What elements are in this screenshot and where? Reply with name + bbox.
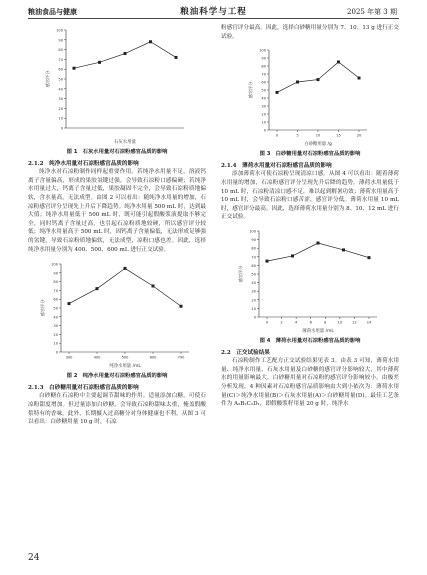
y-tick-label: 70 (58, 57, 63, 62)
y-tick-label: 10 (261, 120, 266, 125)
section-2-2-heading: 2.2 正交试验结果 (221, 349, 270, 356)
x-tick-label: 0 (275, 133, 279, 138)
data-point (317, 78, 320, 81)
x-tick-label: 300 (65, 355, 73, 360)
x-tick-label: 15 (336, 133, 341, 138)
x-tick-label: 8 (324, 320, 327, 325)
x-axis-label: 石灰水用量 (114, 140, 136, 145)
section-2-1-2-heading: 2.1.2 纯净水用量对石凉粉感官品质的影响 (28, 160, 139, 167)
data-point (180, 305, 183, 308)
data-point (152, 285, 155, 288)
journal-name-center: 粮油科学与工程 (180, 7, 247, 17)
data-point (266, 260, 269, 263)
data-point (68, 302, 71, 305)
y-tick-label: 20 (58, 106, 63, 111)
figure-1-caption: 图 1 石灰水用量对石凉粉感官品质的影响 (66, 149, 168, 155)
y-tick-label: 50 (58, 77, 63, 82)
y-tick-label: 30 (53, 324, 58, 329)
series-line (277, 62, 359, 92)
x-tick-label: 0 (265, 320, 269, 325)
x-tick-label: 4 (294, 320, 298, 325)
journal-name-left: 粮油食品与健康 (28, 8, 77, 16)
figure-1-chart (42, 24, 192, 146)
figure-4-chart (235, 225, 385, 335)
figure-3-chart (245, 44, 375, 148)
data-point (175, 56, 178, 59)
y-tick-label: 80 (251, 246, 256, 251)
series-line (69, 269, 181, 307)
y-tick-label: 100 (259, 48, 266, 53)
series-line (267, 243, 369, 261)
y-tick-label: 80 (53, 280, 58, 285)
figure-3-caption: 图 3 白砂糖用量对石凉粉感官品质的影响 (259, 151, 361, 158)
figure-2-chart (37, 258, 197, 370)
header-rule (28, 18, 399, 19)
y-tick-label: 60 (58, 67, 63, 72)
x-tick-label: 2 (280, 320, 283, 325)
y-tick-label: 20 (261, 112, 266, 117)
data-point (368, 256, 371, 259)
x-tick-label: 600 (149, 355, 157, 360)
paragraph-mint: 添加薄荷水可使石凉粉呈现清凉口感。从图 4 可以看出：随着薄荷水用量的增加，石凉粉感官评分呈现先升后降的趋势。薄荷水用量低于 10 mL 时，石凉粉清凉口感不足，难以起到解暑功效；薄荷水用量高于 10 mL 时，会导致石凉粉口感苦涩，感官评分低。薄荷水用量 10 mL 时，感官评分最高。因此，选择薄荷水用量分别为 8、10、12 mL 进行正交试验。 (221, 171, 399, 221)
y-tick-label: 90 (251, 238, 256, 243)
data-point (124, 52, 127, 55)
data-point (276, 91, 279, 94)
y-tick-label: 30 (251, 289, 256, 294)
data-point (358, 77, 361, 80)
y-tick-label: 40 (58, 87, 63, 92)
y-tick-label: 50 (53, 306, 58, 311)
y-tick-label: 10 (53, 341, 58, 346)
issue-label: 2025 年第 3 期 (347, 8, 397, 16)
x-tick-label: 10 (315, 133, 321, 138)
section-2-1-3-heading: 2.1.3 白砂糖用量对石凉粉感官品质的影响 (28, 384, 139, 391)
paragraph-sugar: 白砂糖在石凉粉中主要起调节甜味的作用。适量添加白糖，可使石凉粉甜度增加。但过量添加白砂糖，会导致石凉粉甜味太重，掩盖假酸浆特有的香味。此外，长期摄入过高糖分对身体健康也不利。从图 3 可以看出：白砂糖用量 10 g 时，石凉 (28, 393, 206, 426)
y-tick-label: 90 (261, 56, 266, 61)
y-axis-label: 感官评分 (248, 81, 253, 99)
paragraph-sugar-cont: 粉感官评分最高。因此，选择白砂糖用量分别为 7、10、13 g 进行正交试验。 (221, 25, 399, 40)
x-tick-label: 6 (309, 320, 312, 325)
y-tick-label: 50 (251, 272, 256, 277)
y-tick-label: 10 (251, 306, 256, 311)
right-column (221, 24, 399, 409)
y-tick-label: 0 (60, 126, 63, 131)
data-point (73, 67, 76, 70)
y-tick-label: 90 (53, 271, 58, 276)
data-point (296, 81, 299, 84)
y-tick-label: 0 (55, 350, 58, 355)
x-tick-label: 700 (177, 355, 185, 360)
y-tick-label: 70 (53, 289, 58, 294)
y-tick-label: 40 (53, 315, 58, 320)
x-tick-label: 14 (366, 320, 372, 325)
x-tick-label: 400 (93, 355, 101, 360)
y-tick-label: 60 (53, 297, 58, 302)
y-tick-label: 90 (58, 38, 63, 43)
y-tick-label: 100 (51, 262, 58, 267)
page-number: 24 (28, 553, 40, 563)
figure-2-caption: 图 2 纯净水用量对石凉粉感官品质的影响 (66, 373, 168, 380)
data-point (291, 254, 294, 257)
y-tick-label: 70 (251, 255, 256, 260)
data-point (317, 241, 320, 244)
y-tick-label: 40 (251, 281, 256, 286)
paragraph-orthogonal: 石凉粉制作工艺配方正交试验结果见表 3。由表 3 可知，薄荷水用量、纯净水用量、石灰水用量及白砂糖的感官评分影响较大，其中薄荷水的用量影响最大，白砂糖用量对石凉粉的感官评分影响较小。由极差分析发现，4 种因素对石凉粉感官品质影响由大到小依次为：薄荷水用量(C)＞纯净水用量(B)＞石灰水用量(A)＞白砂糖用量(D)。最佳工艺条件为 A₂B₂C₂D₁，即假酸浆籽用量 20 g 时，纯净水 (221, 358, 399, 408)
y-tick-label: 0 (263, 128, 266, 133)
y-tick-label: 20 (53, 333, 58, 338)
page-header (0, 0, 427, 24)
y-tick-label: 80 (58, 48, 63, 53)
y-tick-label: 50 (261, 88, 266, 93)
y-axis-label: 感官评分 (238, 265, 243, 283)
y-tick-label: 80 (261, 64, 266, 69)
paragraph-water: 纯净水对石凉粉制作同样起重要作用。若纯净水用量不足，溶液钙离子含量偏高，形成的果胶氢键过强，会导致石凉粉口感偏硬；若纯净水用量过大，钙离子含量过低，果胶凝固不完全，会导致石凉粉质地偏软，含水量高，无法成型。由图 2 可以看出：随纯净水用量的增加，石凉粉感官评分呈现先上升后下降趋势。纯净水用量 500 mL 时，达到最大值；纯净水用量低于 500 mL 时，既可能引起假酸浆液提取不够完全，同时钙离子含量过高，也引起石凉粉质地较硬，所以感官评分较低；纯净水用量高于 500 mL 时，因钙离子含量偏低，无法形成足够强的氢键，导致石凉粉质地偏软，无法成型，凉粉口感也差。因此，选择纯净水用量分别为 400、500、600 mL 进行正交试验。 (28, 169, 206, 253)
y-tick-label: 30 (58, 97, 63, 102)
data-point (96, 287, 99, 290)
y-tick-label: 100 (249, 229, 256, 234)
y-tick-label: 60 (251, 263, 256, 268)
y-tick-label: 0 (253, 315, 256, 320)
y-axis-label: 感官评分 (40, 299, 45, 317)
data-point (98, 61, 101, 64)
x-tick-label: 10 (337, 320, 343, 325)
section-2-1-4-heading: 2.1.4 薄荷水用量对石凉粉感官品质的影响 (221, 162, 332, 169)
x-tick-label: 500 (121, 355, 129, 360)
x-axis-label: 白砂糖用量 /g (304, 142, 332, 148)
y-axis-label: 感官评分 (45, 70, 50, 88)
left-column (28, 24, 206, 427)
data-point (149, 40, 152, 43)
y-tick-label: 20 (251, 298, 256, 303)
x-tick-label: 20 (356, 133, 362, 138)
x-tick-label: 12 (352, 320, 357, 325)
data-point (342, 248, 345, 251)
y-tick-label: 60 (261, 80, 266, 85)
y-tick-label: 10 (58, 116, 63, 121)
x-tick-label: 5 (296, 133, 299, 138)
x-axis-label: 薄荷水用量 /mL (302, 328, 334, 334)
data-point (124, 267, 127, 270)
y-tick-label: 100 (56, 28, 63, 33)
x-axis-label: 纯净水用量 /mL (109, 364, 141, 370)
data-point (337, 61, 340, 64)
y-tick-label: 30 (261, 104, 266, 109)
y-tick-label: 70 (261, 72, 266, 77)
figure-4-caption: 图 4 薄荷水用量对石凉粉感官品质的影响 (259, 337, 361, 344)
y-tick-label: 40 (261, 96, 266, 101)
